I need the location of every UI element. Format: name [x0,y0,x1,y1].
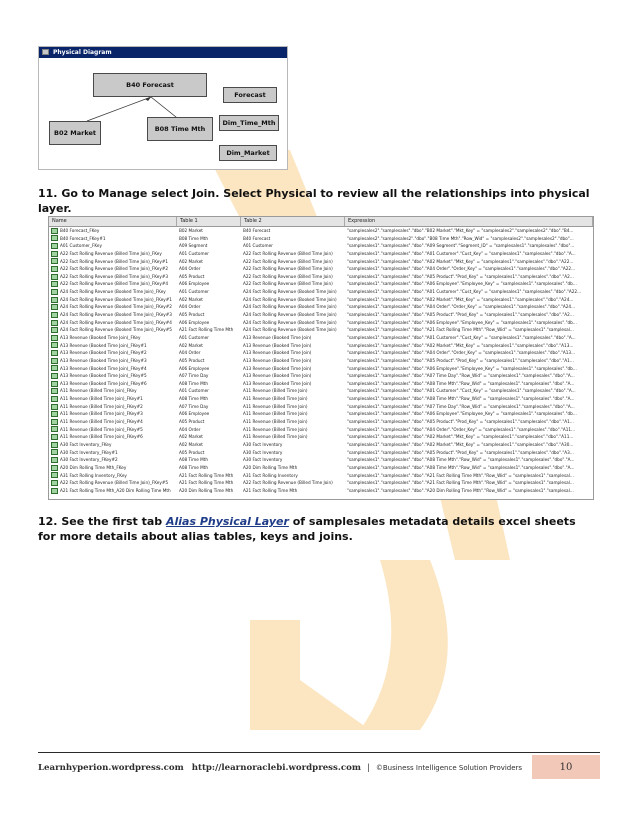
cell-expression: "samplesales1"."samplesales"."dbo"."A04 Order"."Order_Key" = "samplesales1"."samplesales"."dbo"."A24... [347,304,576,310]
cell-expression: "samplesales1"."samplesales"."dbo"."A02 Market"."Mkt_Key" = "samplesales1"."samplesales"."dbo"."A11... [347,434,574,440]
cell-table2: B40 Forecast [243,235,271,241]
cell-table2: A24 Fact Rolling Revenue (Booked Time Join) [243,304,337,310]
cell-expression: "samplesales1"."samplesales"."dbo"."A05 Product"."Prod_Key" = "samplesales1"."samplesales"."dbo"."A1... [347,357,574,363]
cell-table1: A07 Time Day [179,403,209,409]
cell-table2: A13 Revenue (Booked Time Join) [243,350,312,356]
cell-table1: A21 Fact Rolling Time Mth [179,480,234,486]
table-row[interactable] [49,410,593,418]
table-row[interactable] [49,441,593,449]
join-icon [51,266,58,272]
cell-table1: A06 Employee [179,319,210,325]
table-row[interactable] [49,357,593,365]
diagram-title-bar [39,47,287,58]
node-forecast[interactable] [223,87,277,103]
cell-name [49,273,177,281]
cell-table1: A21 Fact Rolling Time Mth [179,327,234,333]
footer-site-2[interactable]: http://learnoraclebi.wordpress.com [191,763,361,773]
cell-expression: "samplesales1"."samplesales"."dbo"."A21 Fact Rolling Time Mth"."Row_Wid" = "samplesales1"."samplesal... [347,327,574,333]
cell-table1: A05 Product [179,273,205,279]
table-row[interactable] [49,433,593,441]
join-icon [51,228,58,234]
cell-expression: "samplesales1"."samplesales"."dbo"."A06 Employee"."Employee_Key" = "samplesales1"."samplesales"."db... [347,365,577,371]
join-name-text: B40 Forecast_FKey#1 [60,235,106,241]
cell-expression: "samplesales1"."samplesales"."dbo"."A05 Product"."Prod_Key" = "samplesales1"."samplesales"."dbo"."A2... [347,273,574,279]
join-icon [51,365,58,371]
table-row[interactable] [49,472,593,480]
cell-expression: "samplesales1"."samplesales"."dbo"."A01 Customer"."Cust_Key" = "samplesales1"."samplesales"."dbo"."A22... [347,289,582,295]
cell-name [49,349,177,357]
cell-table2: A13 Revenue (Booked Time Join) [243,334,312,340]
node-dim-time-mth-label: Dim_Time_Mth [222,119,276,127]
join-icon [51,327,58,333]
cell-table1: A01 Customer [179,289,209,295]
cell-expression: "samplesales1"."samplesales"."dbo"."A09 Segment"."Segment_ID" = "samplesales1"."samplesales"."dbo"... [347,243,575,249]
grid-header-row [49,217,593,227]
join-name-text: A11 Revenue (Billed Time Join)_FKey#3 [60,411,143,417]
join-icon [51,274,58,280]
cell-expression: "samplesales1"."samplesales"."dbo"."A02 Market"."Mkt_Key" = "samplesales1"."samplesales"."dbo"."A22... [347,258,574,264]
join-name-text: A13 Revenue (Booked Time Join)_FKey#3 [60,357,147,363]
join-name-text: A22 Fact Rolling Revenue (Billed Time Join)_FKey#4 [60,281,169,287]
footer-site-1[interactable]: Learnhyperion.wordpress.com [38,763,184,773]
step-12-suffix: of samplesales metadata details excel sheets for more details about alias tables, keys and joins. [38,515,576,543]
cell-table1: A05 Product [179,449,205,455]
join-icon [51,396,58,402]
join-icon [51,350,58,356]
cell-table2: A30 Fact Inventory [243,457,283,463]
table-row[interactable] [49,242,593,250]
join-icon [51,426,58,432]
table-row[interactable] [49,395,593,403]
table-row[interactable] [49,227,593,235]
cell-name [49,280,177,288]
cell-expression: "samplesales1"."samplesales"."dbo"."A04 Order"."Order_Key" = "samplesales1"."samplesales"."dbo"."A13... [347,350,576,356]
table-row[interactable] [49,296,593,304]
cell-table2: A30 Fact Inventory [243,449,283,455]
join-name-text: A11 Revenue (Billed Time Join)_FKey#5 [60,426,143,432]
cell-table1: A02 Market [179,434,203,440]
table-row[interactable] [49,479,593,487]
cell-name [49,242,177,250]
table-row[interactable] [49,449,593,457]
node-dim-market-label: Dim_Market [226,149,270,157]
cell-table2: A13 Revenue (Booked Time Join) [243,357,312,363]
column-header-expression[interactable]: Expression [345,217,593,226]
table-row[interactable] [49,265,593,273]
join-name-text: A11 Revenue (Billed Time Join)_FKey#4 [60,419,143,425]
cell-expression: "samplesales1"."samplesales"."dbo"."A01 Customer"."Cust_Key" = "samplesales1"."samplesales"."dbo"."A... [347,250,576,256]
join-name-text: A31 Fact Rolling Inventory_FKey [60,472,127,478]
cell-expression: "samplesales1"."samplesales"."dbo"."A06 Employee"."Employee_Key" = "samplesales1"."samplesales"."db... [347,319,577,325]
footer-copyright: ©Business Intelligence Solution Providers [375,764,523,772]
cell-name [49,410,177,418]
join-icon [51,312,58,318]
table-row[interactable] [49,273,593,281]
alias-physical-layer-link[interactable]: Alias Physical Layer [165,515,289,528]
join-icon [51,289,58,295]
cell-expression: "samplesales1"."samplesales"."dbo"."A08 Time Mth"."Row_Wid" = "samplesales1"."samplesales"."dbo"."A... [347,396,575,402]
physical-joins-grid [48,216,594,500]
cell-table2: A11 Revenue (Billed Time Join) [243,434,308,440]
cell-table2: A21 Fact Rolling Time Mth [243,487,298,493]
cell-table2: A13 Revenue (Booked Time Join) [243,380,312,386]
cell-table2: A22 Fact Rolling Revenue (Billed Time Join) [243,480,333,486]
cell-table1: A06 Employee [179,281,210,287]
cell-table2: A22 Fact Rolling Revenue (Billed Time Join) [243,281,333,287]
node-b02-market[interactable] [49,121,101,145]
grid-body [49,227,593,494]
cell-expression: "samplesales2"."samplesales2"."dbo"."B08 Time Mth"."Row_Wid" = "samplesales2"."samplesales2"."dbo"... [347,235,574,241]
node-b08-time-mth-label: B08 Time Mth [154,125,206,133]
join-name-text: A22 Fact Rolling Revenue (Billed Time Join)_FKey#2 [60,266,169,272]
table-row[interactable] [49,418,593,426]
node-b08-time-mth[interactable] [147,117,213,141]
join-icon [51,480,58,486]
cell-name [49,227,177,235]
join-icon [51,235,58,241]
cell-table1: A04 Order [179,304,201,310]
cell-name [49,357,177,365]
join-name-text: A13 Revenue (Booked Time Join)_FKey#1 [60,342,147,348]
cell-expression: "samplesales1"."samplesales"."dbo"."A02 Market"."Mkt_Key" = "samplesales1"."samplesales"."dbo"."A13... [347,342,574,348]
join-name-text: A20 Dim Rolling Time Mth_FKey [60,464,127,470]
table-row[interactable] [49,387,593,395]
join-icon [51,297,58,303]
cell-name [49,250,177,258]
join-icon [51,304,58,310]
cell-name [49,265,177,273]
node-dim-time-mth[interactable] [219,115,279,131]
cell-table1: A02 Market [179,296,203,302]
table-row[interactable] [49,280,593,288]
join-icon [51,419,58,425]
cell-table2: A11 Revenue (Billed Time Join) [243,388,308,394]
cell-table1: A05 Product [179,312,205,318]
join-icon [51,472,58,478]
join-name-text: A24 Fact Rolling Revenue (Booked Time Join)_FKey#4 [60,319,172,325]
node-dim-market[interactable] [219,145,277,161]
table-row[interactable] [49,464,593,472]
join-name-text: A13 Revenue (Booked Time Join)_FKey#4 [60,365,147,371]
cell-name [49,395,177,403]
node-b40-forecast[interactable] [93,73,207,97]
cell-name [49,426,177,434]
join-name-text: A13 Revenue (Booked Time Join)_FKey#2 [60,350,147,356]
cell-name [49,441,177,449]
join-icon [51,243,58,249]
join-name-text: A22 Fact Rolling Revenue (Billed Time Join)_FKey [60,250,162,256]
join-name-text: A30 Fact Inventory_FKey [60,441,112,447]
cell-expression: "samplesales1"."samplesales"."dbo"."A08 Time Mth"."Row_Wid" = "samplesales1"."samplesales"."dbo"."A... [347,457,575,463]
cell-table1: A04 Order [179,266,201,272]
cell-expression: "samplesales2"."samplesales"."dbo"."B02 Market"."Mkt_Key" = "samplesales2"."samplesales2"."dbo"."B4... [347,228,574,233]
cell-expression: "samplesales1"."samplesales"."dbo"."A02 Market"."Mkt_Key" = "samplesales1"."samplesales"."dbo"."A30... [347,441,574,447]
cell-name [49,449,177,457]
cell-expression: "samplesales1"."samplesales"."dbo"."A06 Employee"."Employee_Key" = "samplesales1"."samplesales"."db... [347,281,577,287]
cell-table2: A24 Fact Rolling Revenue (Booked Time Join) [243,289,337,295]
cell-expression: "samplesales1"."samplesales"."dbo"."A05 Product"."Prod_Key" = "samplesales1"."samplesales"."dbo"."A1... [347,419,574,425]
table-row[interactable] [49,349,593,357]
node-forecast-label: Forecast [234,91,266,99]
cell-table2: A22 Fact Rolling Revenue (Billed Time Join) [243,273,333,279]
cell-table1: A02 Market [179,342,203,348]
cell-table2: A11 Revenue (Billed Time Join) [243,403,308,409]
page-number: 10 [559,761,573,773]
cell-table2: A24 Fact Rolling Revenue (Booked Time Join) [243,296,337,302]
node-b40-forecast-label: B40 Forecast [126,81,174,89]
join-icon [51,381,58,387]
join-icon [51,457,58,463]
cell-expression: "samplesales1"."samplesales"."dbo"."A20 Dim Rolling Time Mth"."Row_Wid" = "samplesales1"."samplesal... [347,487,574,493]
table-row[interactable] [49,456,593,464]
cell-table1: A06 Employee [179,411,210,417]
table-row[interactable] [49,365,593,373]
join-name-text: A13 Revenue (Booked Time Join)_FKey [60,334,141,340]
join-icon [51,258,58,264]
cell-table2: A20 Dim Rolling Time Mth [243,464,298,470]
cell-name [49,487,177,495]
join-name-text: A30 Fact Inventory_FKey#1 [60,449,118,455]
cell-expression: "samplesales1"."samplesales"."dbo"."A01 Customer"."Cust_Key" = "samplesales1"."samplesales"."dbo"."A... [347,334,576,340]
cell-name [49,387,177,395]
cell-name [49,464,177,472]
cell-name [49,380,177,388]
table-row[interactable] [49,487,593,495]
cell-name [49,372,177,380]
cell-table1: B02 Market [179,228,203,233]
cell-table2: A11 Revenue (Billed Time Join) [243,411,308,417]
cell-table1: A08 Time Mth [179,464,209,470]
join-name-text: B40 Forecast_FKey [60,228,100,233]
join-icon [51,388,58,394]
cell-table2: A22 Fact Rolling Revenue (Billed Time Join) [243,250,333,256]
table-row[interactable] [49,319,593,327]
table-row[interactable] [49,258,593,266]
table-row[interactable] [49,288,593,296]
join-icon [51,320,58,326]
join-icon [51,465,58,471]
cell-table1: A21 Fact Rolling Time Mth [179,472,234,478]
cell-table1: A04 Order [179,350,201,356]
join-icon [51,411,58,417]
cell-table1: A07 Time Day [179,373,209,379]
join-icon [51,373,58,379]
cell-table2: A11 Revenue (Billed Time Join) [243,426,308,432]
cell-expression: "samplesales1"."samplesales"."dbo"."A04 Order"."Order_Key" = "samplesales1"."samplesales"."dbo"."A22... [347,266,576,272]
table-row[interactable] [49,380,593,388]
cell-name [49,235,177,243]
cell-expression: "samplesales1"."samplesales"."dbo"."A04 Order"."Order_Key" = "samplesales1"."samplesales"."dbo"."A11... [347,426,576,432]
join-icon [51,342,58,348]
cell-table2: A31 Fact Rolling Inventory [243,472,298,478]
table-row[interactable] [49,326,593,334]
column-header-name[interactable]: Name [49,217,177,226]
table-row[interactable] [49,235,593,243]
join-name-text: A22 Fact Rolling Revenue (Billed Time Join)_FKey#5 [60,480,169,486]
cell-table2: A24 Fact Rolling Revenue (Booked Time Join) [243,312,337,318]
step-11-instruction [38,186,600,216]
cell-table2: A11 Revenue (Billed Time Join) [243,396,308,402]
column-header-table1[interactable]: Table 1 [177,217,241,226]
cell-name [49,456,177,464]
cell-table1: A08 Time Mth [179,457,209,463]
table-row[interactable] [49,426,593,434]
footer-separator: | [366,763,370,773]
join-name-text: A24 Fact Rolling Revenue (Booked Time Join)_FKey#2 [60,304,172,310]
cell-name [49,403,177,411]
join-name-text: A24 Fact Rolling Revenue (Booked Time Join)_FKey#5 [60,327,172,333]
cell-table1: A06 Employee [179,365,210,371]
join-icon [51,442,58,448]
table-row[interactable] [49,334,593,342]
node-b02-market-label: B02 Market [54,129,96,137]
cell-table1: A20 Dim Rolling Time Mth [179,487,234,493]
table-row[interactable] [49,311,593,319]
physical-diagram-window [38,46,288,170]
cell-table1: A01 Customer [179,388,209,394]
cell-table2: A24 Fact Rolling Revenue (Booked Time Join) [243,319,337,325]
cell-table2: A22 Fact Rolling Revenue (Billed Time Join) [243,266,333,272]
cell-name [49,296,177,304]
cell-name [49,303,177,311]
diagram-window-icon [42,49,49,55]
join-name-text: A24 Fact Rolling Revenue (Booked Time Join)_FKey#1 [60,296,172,302]
cell-name [49,479,177,487]
cell-name [49,334,177,342]
cell-table2: A13 Revenue (Booked Time Join) [243,373,312,379]
cell-table2: A30 Fact Inventory [243,441,283,447]
cell-table1: A02 Market [179,441,203,447]
join-name-text: A22 Fact Rolling Revenue (Billed Time Join)_FKey#3 [60,273,169,279]
cell-expression: "samplesales1"."samplesales"."dbo"."A07 Time Day"."Row_Wid" = "samplesales1"."samplesales"."dbo"."A... [347,403,575,409]
cell-table1: A02 Market [179,258,203,264]
join-icon [51,281,58,287]
cell-name [49,342,177,350]
join-icon [51,404,58,410]
page-number-box [532,755,600,779]
join-name-text: A30 Fact Inventory_FKey#2 [60,457,118,463]
cell-name [49,472,177,480]
cell-table1: A09 Segment [179,243,208,249]
join-name-text: A11 Revenue (Billed Time Join)_FKey#2 [60,403,143,409]
cell-name [49,433,177,441]
cell-expression: "samplesales1"."samplesales"."dbo"."A08 Time Mth"."Row_Wid" = "samplesales1"."samplesales"."dbo"."A... [347,380,575,386]
cell-expression: "samplesales1"."samplesales"."dbo"."A08 Time Mth"."Row_Wid" = "samplesales1"."samplesales"."dbo"."A... [347,464,575,470]
cell-table1: A08 Time Mth [179,380,209,386]
join-name-text: A11 Revenue (Billed Time Join)_FKey [60,388,137,394]
join-name-text: A21 Fact Rolling Time Mth_A20 Dim Rolling Time Mth [60,487,171,493]
join-icon [51,434,58,440]
cell-name [49,326,177,334]
cell-table2: B40 Forecast [243,228,271,233]
step-11-text: 11. Go to Manage select Join. Select Physical to review all the relationships into physical layer. [38,187,590,215]
table-row[interactable] [49,342,593,350]
cell-table2: A13 Revenue (Booked Time Join) [243,365,312,371]
join-icon [51,335,58,341]
cell-expression: "samplesales1"."samplesales"."dbo"."A07 Time Day"."Row_Wid" = "samplesales1"."samplesales"."dbo"."A... [347,373,575,379]
table-row[interactable] [49,250,593,258]
table-row[interactable] [49,403,593,411]
join-name-text: A11 Revenue (Billed Time Join)_FKey#6 [60,434,143,440]
table-row[interactable] [49,372,593,380]
join-name-text: A24 Fact Rolling Revenue (Booked Time Join)_FKey#3 [60,312,172,318]
cell-name [49,258,177,266]
cell-expression: "samplesales1"."samplesales"."dbo"."A21 Fact Rolling Time Mth"."Row_Wid" = "samplesales1"."samplesal... [347,480,574,486]
join-icon [51,488,58,494]
cell-table2: A01 Customer [243,243,273,249]
column-header-table2[interactable]: Table 2 [241,217,345,226]
cell-expression: "samplesales1"."samplesales"."dbo"."A05 Product"."Prod_Key" = "samplesales1"."samplesales"."dbo"."A2... [347,312,574,318]
cell-table1: A01 Customer [179,334,209,340]
cell-table1: A05 Product [179,357,205,363]
cell-expression: "samplesales1"."samplesales"."dbo"."A02 Market"."Mkt_Key" = "samplesales1"."samplesales"."dbo"."A24... [347,296,574,302]
cell-name [49,418,177,426]
join-name-text: A11 Revenue (Billed Time Join)_FKey#1 [60,396,143,402]
cell-table2: A24 Fact Rolling Revenue (Booked Time Join) [243,327,337,333]
diagram-window-title: Physical Diagram [53,49,112,56]
cell-name [49,288,177,296]
cell-table1: A01 Customer [179,250,209,256]
cell-table2: A13 Revenue (Booked Time Join) [243,342,312,348]
join-name-text: A22 Fact Rolling Revenue (Billed Time Join)_FKey#1 [60,258,169,264]
cell-expression: "samplesales1"."samplesales"."dbo"."A05 Product"."Prod_Key" = "samplesales1"."samplesales"."dbo"."A3... [347,449,574,455]
step-12-instruction [38,514,578,544]
cell-table1: B08 Time Mth [179,235,209,241]
join-icon [51,251,58,257]
page-footer [38,758,522,778]
join-name-text: A13 Revenue (Booked Time Join)_FKey#6 [60,380,147,386]
cell-table2: A22 Fact Rolling Revenue (Billed Time Join) [243,258,333,264]
step-12-prefix: 12. See the first tab [38,515,166,528]
join-name-text: A24 Fact Rolling Revenue (Booked Time Join)_FKey [60,289,166,295]
join-icon [51,449,58,455]
footer-divider [38,752,600,753]
cell-table1: A05 Product [179,419,205,425]
cell-expression: "samplesales1"."samplesales"."dbo"."A06 Employee"."Employee_Key" = "samplesales1"."samplesales"."db... [347,411,577,417]
join-name-text: A01 Customer_FKey [60,243,102,249]
cell-table1: A08 Time Mth [179,396,209,402]
join-icon [51,358,58,364]
table-row[interactable] [49,303,593,311]
cell-name [49,365,177,373]
cell-expression: "samplesales1"."samplesales"."dbo"."A01 Customer"."Cust_Key" = "samplesales1"."samplesales"."dbo"."A... [347,388,576,394]
cell-name [49,319,177,327]
cell-expression: "samplesales1"."samplesales"."dbo"."A21 Fact Rolling Time Mth"."Row_Wid" = "samplesales1"."samplesal... [347,472,574,478]
cell-name [49,311,177,319]
cell-table1: A04 Order [179,426,201,432]
cell-table2: A11 Revenue (Billed Time Join) [243,419,308,425]
join-name-text: A13 Revenue (Booked Time Join)_FKey#5 [60,373,147,379]
